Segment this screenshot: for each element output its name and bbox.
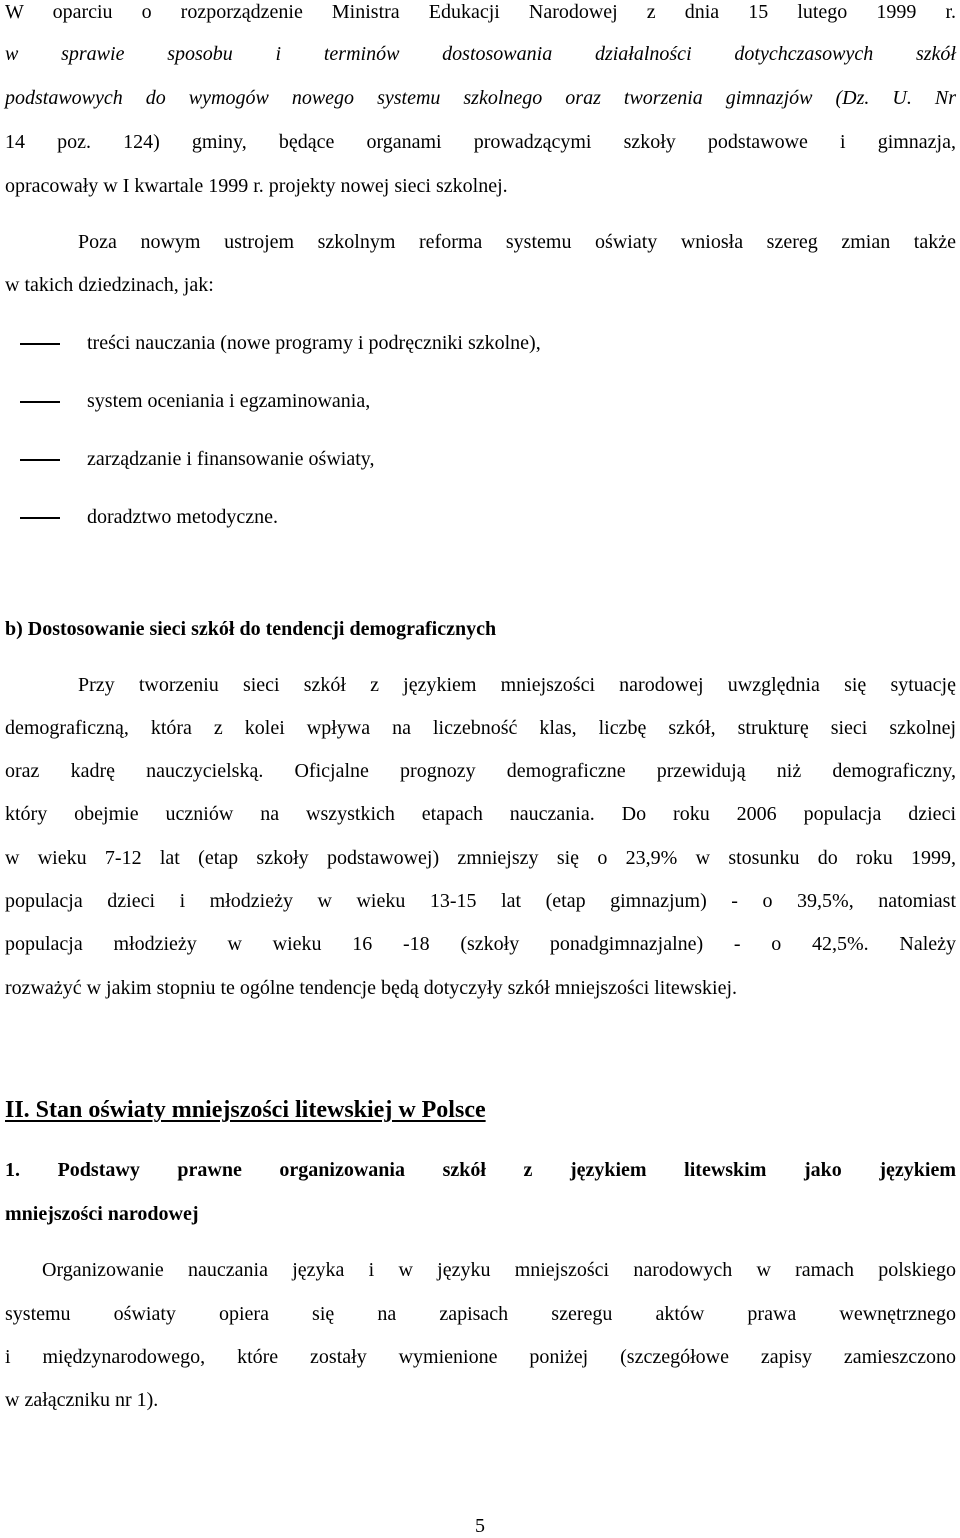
section-b-line-5: w wieku 7-12 lat (etap szkoły podstawowej) zmniejszy się o 23,9% w stosunku do roku 1999, <box>5 847 956 869</box>
section-b-line-2: demograficzną, która z kolei wpływa na liczebność klas, liczbę szkół, strukturę sieci szkolnej <box>5 717 956 739</box>
section-b-line-3: oraz kadrę nauczycielską. Oficjalne prognozy demograficzne przewidują niż demograficzny, <box>5 760 956 782</box>
reform-list-item-text: doradztwo metodyczne. <box>87 506 279 528</box>
dash-bullet-icon <box>20 343 60 345</box>
section-1-heading-line-2: mniejszości narodowej <box>5 1203 199 1225</box>
dash-bullet-icon <box>20 401 60 403</box>
section-1-heading-line-1: 1. Podstawy prawne organizowania szkół z językiem litewskim jako językiem <box>5 1159 956 1181</box>
page-number: 5 <box>475 1515 485 1537</box>
reform-list-item-text: system oceniania i egzaminowania, <box>87 390 371 412</box>
section-b-line-4: który obejmie uczniów na wszystkich etapach nauczania. Do roku 2006 populacja dzieci <box>5 803 956 825</box>
section-ii-heading: II. Stan oświaty mniejszości litewskiej w Polsce <box>5 1097 486 1123</box>
section-1-line-4: w załączniku nr 1). <box>5 1389 159 1411</box>
intro-line-5: opracowały w I kwartale 1999 r. projekty nowej sieci szkolnej. <box>5 175 508 197</box>
reform-line-2: w takich dziedzinach, jak: <box>5 274 214 296</box>
dash-bullet-icon <box>20 459 60 461</box>
intro-line-2: w sprawie sposobu i terminów dostosowania działalności dotychczasowych szkół <box>5 43 956 65</box>
section-1-line-3: i międzynarodowego, które zostały wymienione poniżej (szczegółowe zapisy zamieszczono <box>5 1346 956 1368</box>
intro-line-3 <box>5 86 956 112</box>
section-b-line-1: Przy tworzeniu sieci szkół z językiem mniejszości narodowej uwzględnia się sytuację <box>78 674 956 696</box>
section-b-heading: b) Dostosowanie sieci szkół do tendencji demograficznych <box>5 618 497 640</box>
intro-line-1: W oparciu o rozporządzenie Ministra Edukacji Narodowej z dnia 15 lutego 1999 r. <box>5 1 956 23</box>
intro-line-4: 14 poz. 124) gminy, będące organami prowadzącymi szkoły podstawowe i gimnazja, <box>5 131 956 153</box>
section-1-line-1: Organizowanie nauczania języka i w języku mniejszości narodowych w ramach polskiego <box>42 1259 956 1281</box>
section-1-line-2: systemu oświaty opiera się na zapisach szeregu aktów prawa wewnętrznego <box>5 1303 956 1325</box>
section-b-line-7: populacja młodzieży w wieku 16 -18 (szkoły ponadgimnazjalne) - o 42,5%. Należy <box>5 933 956 955</box>
section-b-line-8: rozważyć w jakim stopniu te ogólne tendencje będą dotyczyły szkół mniejszości litewskiej. <box>5 977 738 999</box>
reform-line-1: Poza nowym ustrojem szkolnym reforma systemu oświaty wniosła szereg zmian także <box>78 231 956 253</box>
dash-bullet-icon <box>20 517 60 519</box>
reform-list-item-text: zarządzanie i finansowanie oświaty, <box>87 448 375 470</box>
section-b-line-6: populacja dzieci i młodzieży w wieku 13-15 lat (etap gimnazjum) - o 39,5%, natomiast <box>5 890 956 912</box>
intro-line-3-text: podstawowych do wymogów nowego systemu szkolnego oraz tworzenia gimnazjów (Dz. U. Nr <box>5 87 956 109</box>
reform-list-item-text: treści nauczania (nowe programy i podręczniki szkolne), <box>87 332 541 354</box>
